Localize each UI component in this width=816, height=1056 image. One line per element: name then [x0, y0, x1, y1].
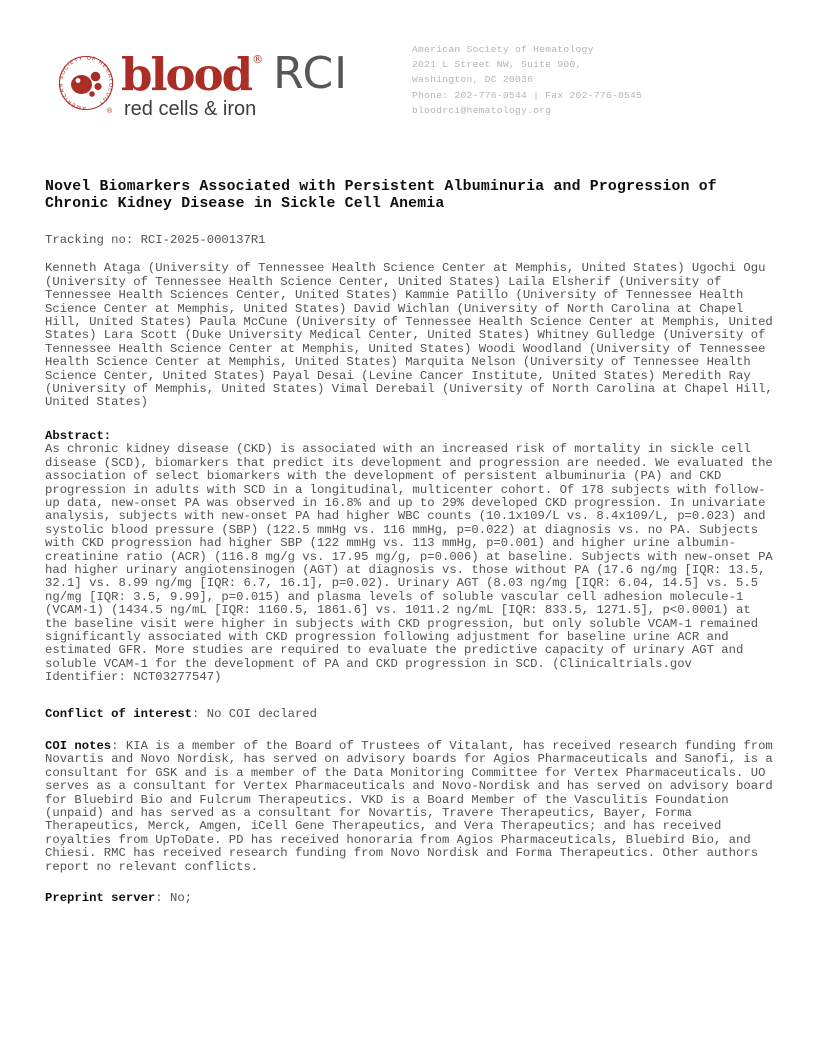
abstract-label: Abstract: — [45, 428, 112, 443]
document-body — [45, 179, 780, 905]
svg-text:®: ® — [107, 108, 113, 115]
paper-title: Novel Biomarkers Associated with Persistent Albuminuria and Progression of Chronic Kidney Disease in Sickle Cell Anemia — [45, 179, 717, 212]
preprint-server-value: : No; — [155, 891, 193, 906]
address-line: bloodrci@hematology.org — [412, 104, 552, 116]
address-line: 2021 L Street NW, Suite 900, — [412, 59, 582, 71]
conflict-of-interest — [45, 708, 780, 721]
coi-notes-value: : KIA is a member of the Board of Trustees of Vitalant, has received research funding from Novartis and Novo Nordisk, has served on advisory boards for Agios Pharmaceuticals and Sanofi, is a consultant for GSK and is a member of the Data Monitoring Committee for Vertex Pharmaceuticals. UO serves as a consultant for Vertex Pharmaceuticals and Novo-Nordisk and has served on advisory board for Bluebird Bio and Fulcrum Therapeutics. VKD is a Board Member of the Vasculitis Foundation (unpaid) and has served as a consultant for Novartis, Travere Therapeutics, Bayer, Forma Therapeutics, Merck, Amgen, iCell Gene Therapeutics, and Vera Therapeutics; and has received royalties from UpToDate. PD has received honoraria from Agios Pharmaceuticals, Bluebird Bio, and Chiesi. RMC has received research funding from Novo Nordisk and Forma Therapeutics. Other authors report no relevant conflicts. — [45, 739, 773, 874]
svg-text:AMERICAN SOCIETY OF HEMATOLOGY: AMERICAN SOCIETY OF HEMATOLOGY — [58, 55, 114, 111]
blood-wordmark: blood — [121, 48, 252, 101]
address-line: Phone: 202-776-0544 | Fax 202-776-0545 — [412, 89, 643, 101]
coi-notes-label: COI notes — [45, 739, 112, 753]
registered-mark: ® — [252, 53, 264, 66]
abstract-text: As chronic kidney disease (CKD) is associated with an increased risk of mortality in sickle cell disease (SCD), biomarkers that predict its development and progression are needed. We evaluated the association of select biomarkers with the development of persistent albuminuria (PA) and CKD progression in adults with SCD in a longitudinal, multicenter cohort. Of 178 subjects with follow-up data, new-onset PA was observed in 16.8% and up to 29% developed CKD progression. In univariate analysis, subjects with new-onset PA had higher WBC counts (10.1x109/L vs. 8.4x109/L, p=0.023) and systolic blood pressure (SBP) (122.5 mmHg vs. 116 mmHg, p=0.022) at diagnosis vs. no PA. Subjects with CKD progression had higher SBP (122 mmHg vs. 113 mmHg, p=0.001) and higher urine albumin-creatinine ratio (ACR) (116.8 mg/g vs. 17.95 mg/g, p=0.006) at baseline. Subjects with new-onset PA had higher urinary angiotensinogen (AGT) at diagnosis vs. those without PA (17.6 ng/mg [IQR: 13.5, 32.1] vs. 8.99 ng/mg [IQR: 6.7, 16.1], p=0.02). Urinary AGT (8.03 ng/mg [IQR: 6.04, 14.5] vs. 5.5 ng/mg [IQR: 3.5, 9.99], p=0.015) and plasma levels of soluble vascular cell adhesion molecule-1 (VCAM-1) (1434.5 ng/mL [IQR: 1160.5, 1861.6] vs. 1011.2 ng/mL [IQR: 833.5, 1271.5], p<0.0001) at the baseline visit were higher in subjects with CKD progression, but only soluble VCAM-1 remained significantly associated with CKD progression following adjustment for baseline urine ACR and estimated GFR. More studies are required to evaluate the predictive capacity of urinary AGT and soluble VCAM-1 for the development of PA and CKD progression in SCD. (Clinicaltrials.gov Identifier: NCT03277547) — [45, 442, 773, 685]
address-line: American Society of Hematology — [412, 44, 594, 55]
ash-emblem-icon — [58, 55, 116, 120]
tracking-number: Tracking no: RCI-2025-000137R1 — [45, 233, 266, 247]
preprint-server — [45, 892, 780, 905]
abstract-section — [45, 430, 780, 685]
address-line: Washington, DC 20036 — [412, 74, 534, 86]
preprint-server-label: Preprint server — [45, 891, 156, 906]
journal-tagline: red cells & iron — [124, 98, 257, 120]
rci-wordmark: RCI — [273, 48, 349, 99]
logo-wordmark — [121, 48, 349, 121]
author-list: Kenneth Ataga (University of Tennessee Health Science Center at Memphis, United States) Ugochi Ogu (University of Tennessee Health Science Center, United States) Laila Elsherif (University of Tennessee Health Sciences Center, United States) Kammie Patillo (University of Tennessee Health Science Center at Memphis, United States) David Wichlan (University of North Carolina at Chapel Hill, United States) Paula McCune (University of Tennessee Health Science Center at Memphis, United States) Lara Scott (Duke University Medical Center, United States) Whitney Gulledge (University of Tennessee Health Science Center at Memphis, United States) Woodi Woodland (University of Tennessee Health Science Center at Memphis, United States) Marquita Nelson (University of Tennessee Health Science Center, United States) Payal Desai (Levine Cancer Institute, United States) Meredith Ray (University of Memphis, United States) Vimal Derebail (University of North Carolina at Chapel Hill, United States) — [45, 261, 773, 410]
journal-logo — [58, 48, 349, 121]
publisher-address — [412, 42, 642, 118]
conflict-of-interest-value: : No COI declared — [192, 706, 318, 721]
conflict-of-interest-label: Conflict of interest — [45, 706, 193, 721]
coi-notes — [45, 740, 780, 874]
